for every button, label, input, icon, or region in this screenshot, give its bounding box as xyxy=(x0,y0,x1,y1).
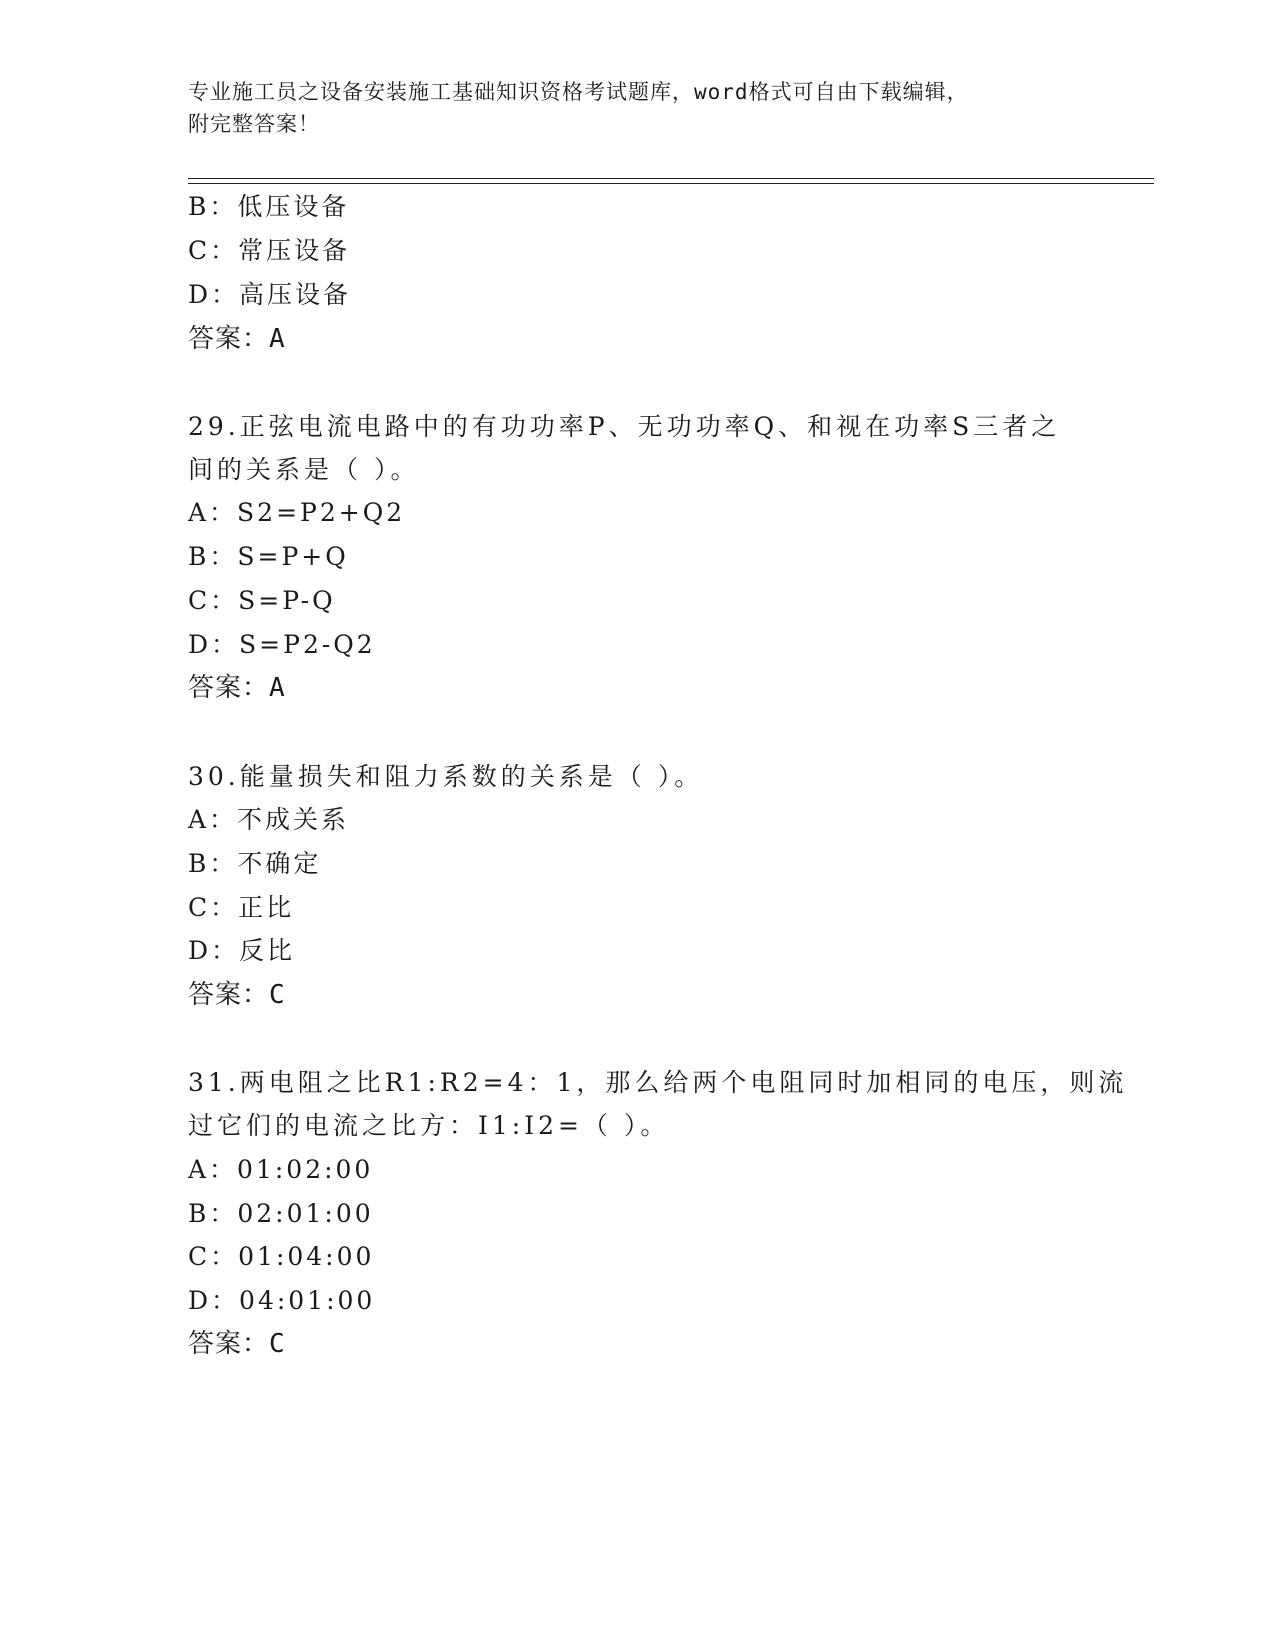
answer-label: 答案：A xyxy=(188,324,286,354)
header-line-2: 附完整答案！ xyxy=(188,112,320,136)
question-31-option-b: B：02:01:00 xyxy=(188,1199,374,1228)
question-30-option-b: B：不确定 xyxy=(188,849,322,878)
question-29-option-c: C：S=P-Q xyxy=(188,586,336,615)
question-30-answer: 答案：C xyxy=(188,980,286,1010)
question-29-text-line-1: 29.正弦电流电路中的有功功率P、无功功率Q、和视在功率S三者之 xyxy=(188,412,1061,441)
header-line-1: 专业施工员之设备安装施工基础知识资格考试题库，word格式可自由下载编辑， xyxy=(188,80,969,104)
question-30-text: 30.能量损失和阻力系数的关系是（ ）。 xyxy=(188,762,704,791)
question-31-option-d: D：04:01:00 xyxy=(188,1286,376,1315)
question-30-option-d: D：反比 xyxy=(188,936,296,965)
question-29-answer: 答案：A xyxy=(188,673,286,703)
option-b: B：低压设备 xyxy=(188,192,350,221)
question-29-option-a: A：S2=P2+Q2 xyxy=(188,498,406,527)
question-31-option-a: A：01:02:00 xyxy=(188,1155,374,1184)
question-31-answer: 答案：C xyxy=(188,1329,286,1359)
question-31-text-line-2: 过它们的电流之比方：I1:I2=（ ）。 xyxy=(188,1111,670,1140)
option-c: C：常压设备 xyxy=(188,236,351,265)
question-31-text-line-1: 31.两电阻之比R1:R2=4：1，那么给两个电阻同时加相同的电压，则流 xyxy=(188,1068,1128,1097)
question-29-text-line-2: 间的关系是（ ）。 xyxy=(188,455,420,484)
question-30-option-a: A：不成关系 xyxy=(188,805,350,834)
header-divider-top xyxy=(188,178,1154,179)
option-d: D：高压设备 xyxy=(188,280,352,309)
question-31-option-c: C：01:04:00 xyxy=(188,1242,375,1271)
question-29-option-d: D：S=P2-Q2 xyxy=(188,630,376,659)
document-header xyxy=(188,76,1068,140)
question-29-option-b: B：S=P+Q xyxy=(188,542,349,571)
question-30-option-c: C：正比 xyxy=(188,893,295,922)
header-divider-bottom xyxy=(188,183,1154,184)
